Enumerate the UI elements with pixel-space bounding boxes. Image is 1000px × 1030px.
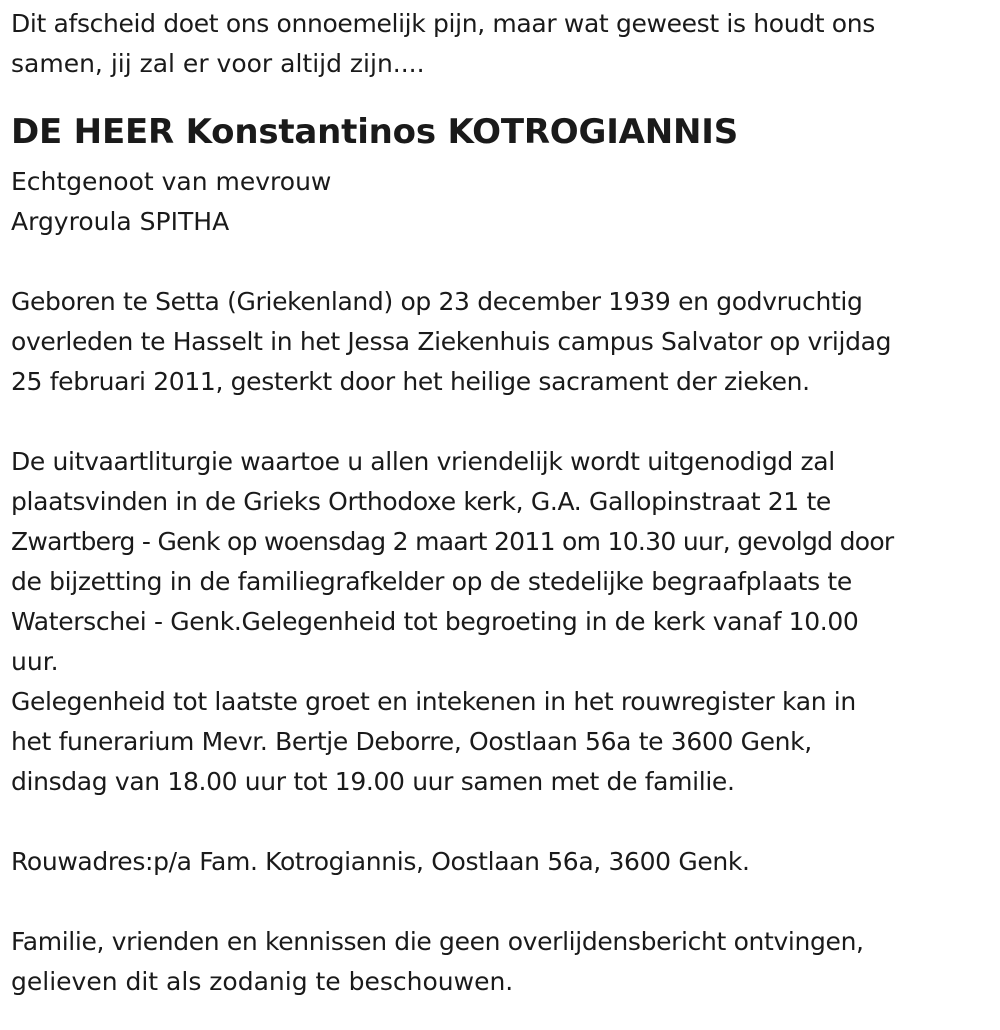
spouse-section: [11, 162, 988, 242]
spouse-line-2: Argyroula SPITHA: [11, 207, 230, 236]
address-line-1: Rouwadres:p/a Fam. Kotrogiannis, Oostlaan 56a, 3600 Genk.: [11, 847, 750, 876]
funeral-line-5: Waterschei - Genk.Gelegenheid tot begroeting in de kerk vanaf 10.00: [11, 607, 859, 636]
spacer: [11, 402, 988, 442]
funeral-line-6: uur.: [11, 647, 59, 676]
funeral-section: [11, 442, 988, 682]
spouse-line-1: Echtgenoot van mevrouw: [11, 167, 332, 196]
funeral-line-2: plaatsvinden in de Grieks Orthodoxe kerk, G.A. Gallopinstraat 21 te: [11, 487, 831, 516]
birth-death-section: [11, 282, 988, 402]
notice-line-1: Familie, vrienden en kennissen die geen overlijdensbericht ontvingen,: [11, 927, 864, 956]
quote-line-1: Dit afscheid doet ons onnoemelijk pijn, maar wat geweest is houdt ons: [11, 9, 875, 38]
notice-section: [11, 922, 988, 1002]
register-line-2: het funerarium Mevr. Bertje Deborre, Oostlaan 56a te 3600 Genk,: [11, 727, 812, 756]
birth-line-3: 25 februari 2011, gesterkt door het heilige sacrament der zieken.: [11, 367, 810, 396]
birth-line-2: overleden te Hasselt in het Jessa Ziekenhuis campus Salvator op vrijdag: [11, 327, 892, 356]
register-section: [11, 682, 988, 802]
quote-section: [11, 4, 988, 84]
spacer: [11, 242, 988, 282]
deceased-name-heading: DE HEER Konstantinos KOTROGIANNIS: [11, 112, 739, 152]
register-line-3: dinsdag van 18.00 uur tot 19.00 uur samen met de familie.: [11, 767, 735, 796]
quote-line-2: samen, jij zal er voor altijd zijn....: [11, 49, 425, 78]
funeral-line-1: De uitvaartliturgie waartoe u allen vriendelijk wordt uitgenodigd zal: [11, 447, 835, 476]
spacer: [11, 802, 988, 842]
address-section: [11, 842, 988, 882]
funeral-line-4: de bijzetting in de familiegrafkelder op de stedelijke begraafplaats te: [11, 567, 852, 596]
funeral-line-3: Zwartberg - Genk op woensdag 2 maart 2011 om 10.30 uur, gevolgd door: [11, 527, 894, 556]
birth-line-1: Geboren te Setta (Griekenland) op 23 december 1939 en godvruchtig: [11, 287, 863, 316]
notice-line-2: gelieven dit als zodanig te beschouwen.: [11, 967, 514, 996]
register-line-1: Gelegenheid tot laatste groet en intekenen in het rouwregister kan in: [11, 687, 856, 716]
spacer: [11, 882, 988, 922]
